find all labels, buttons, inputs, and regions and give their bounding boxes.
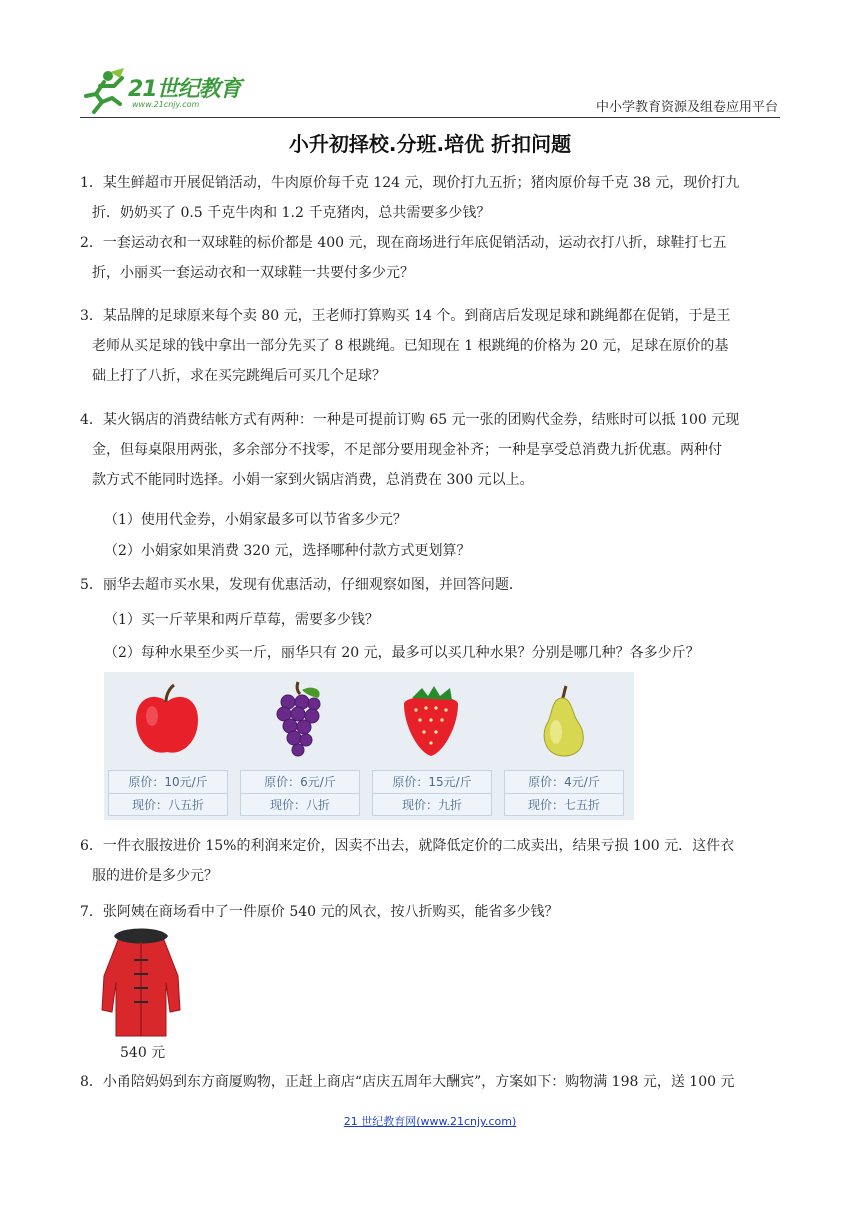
runner-logo-icon: [80, 68, 126, 114]
discount-rate: 现价：八折: [269, 798, 330, 812]
question-text: 一件衣服按进价 15%的利润来定价，因卖不出去，就降低定价的二成卖出，结果亏损 100 元．这件衣: [102, 838, 735, 854]
original-price: 原价：15元/斤: [373, 771, 491, 794]
question-number: 4．: [80, 412, 103, 428]
question-text: 老师从买足球的钱中拿出一部分先买了 8 根跳绳。已知现在 1 根跳绳的价格为 20 元，足球在原价的基: [92, 338, 729, 354]
question-text: 张阿姨在商场看中了一件原价 540 元的风衣，按八折购买，能省多少钱？: [102, 904, 559, 920]
question-number: 2．: [80, 235, 103, 251]
question-text: 折，小丽买一套运动衣和一双球鞋一共要付多少元？: [92, 265, 414, 281]
question-text: 一套运动衣和一双球鞋的标价都是 400 元，现在商场进行年底促销活动，运动衣打八折，球鞋打七五: [102, 235, 727, 251]
question-text: 某品牌的足球原来每个卖 80 元，王老师打算购买 14 个。到商店后发现足球和跳绳都在促销，于是王: [102, 308, 731, 324]
question-text: 折．奶奶买了 0.5 千克牛肉和 1.2 千克猪肉，总共需要多少钱？: [92, 205, 491, 221]
page-footer: [0, 1113, 860, 1129]
question-8: [80, 1067, 782, 1097]
question-number: 6．: [80, 838, 103, 854]
question-number: 8．: [80, 1074, 103, 1090]
question-2: [80, 228, 782, 288]
fruit-card-apple: [106, 678, 228, 816]
question-3: [80, 301, 782, 391]
question-4-part-2: （2）小娟家如果消费 320 元，选择哪种付款方式更划算？: [104, 543, 471, 559]
question-text: 础上打了八折，求在买完跳绳后可买几个足球？: [92, 368, 386, 384]
discount-rate: 现价：七五折: [527, 798, 600, 812]
fruit-card-grapes: [238, 678, 360, 816]
discount-rate: 现价：九折: [401, 798, 462, 812]
question-text: 某火锅店的消费结帐方式有两种：一种是可提前订购 65 元一张的团购代金券，结账时可以抵 100 元现: [102, 412, 740, 428]
coat-price-label: 540 元: [120, 1045, 166, 1061]
apple-icon: [126, 680, 208, 760]
question-text: 服的进价是多少元？: [92, 868, 218, 884]
question-text: 款方式不能同时选择。小娟一家到火锅店消费，总消费在 300 元以上。: [92, 472, 534, 488]
header-divider: [80, 117, 780, 118]
question-7: [80, 897, 782, 927]
question-number: 5．: [80, 577, 103, 593]
coat-illustration: [98, 926, 184, 1064]
fruit-card-strawberry: [370, 678, 492, 816]
original-price: 原价：6元/斤: [241, 771, 359, 794]
pear-icon: [522, 680, 604, 760]
strawberry-icon: [390, 680, 472, 760]
original-price: 原价：10元/斤: [109, 771, 227, 794]
original-price: 原价：4元/斤: [505, 771, 623, 794]
price-tag: [504, 770, 624, 816]
question-text: 某生鲜超市开展促销活动，牛肉原价每千克 124 元，现价打九五折；猪肉原价每千克 38 元，现价打九: [102, 175, 740, 191]
question-number: 3．: [80, 308, 103, 324]
page-header: [80, 66, 780, 118]
price-tag: [240, 770, 360, 816]
logo-text: 21世纪教育: [128, 77, 241, 102]
question-5-part-1: （1）买一斤苹果和两斤草莓，需要多少钱？: [104, 612, 379, 628]
question-number: 7．: [80, 904, 103, 920]
question-5-part-2: （2）每种水果至少买一斤，丽华只有 20 元，最多可以买几种水果？分别是哪几种？各多少斤？: [104, 645, 700, 661]
question-5: [80, 570, 782, 600]
grapes-icon: [258, 680, 340, 760]
question-text: 丽华去超市买水果，发现有优惠活动，仔细观察如图，并回答问题．: [102, 577, 523, 593]
discount-rate: 现价：八五折: [131, 798, 204, 812]
question-4: [80, 405, 782, 495]
question-4-part-1: （1）使用代金券，小娟家最多可以节省多少元？: [104, 512, 407, 528]
price-tag: [108, 770, 228, 816]
fruit-card-pear: [502, 678, 624, 816]
red-coat-icon: [98, 926, 184, 1040]
footer-site-link[interactable]: 21 世纪教育网(www.21cnjy.com): [343, 1115, 517, 1128]
question-text: 小甬陪妈妈到东方商厦购物，正赶上商店“店庆五周年大酬宾”，方案如下：购物满 198 元，送 100 元: [102, 1074, 735, 1090]
fruit-price-panel: [104, 672, 634, 820]
question-number: 1．: [80, 175, 103, 191]
platform-name: 中小学教育资源及组卷应用平台: [595, 100, 778, 115]
logo-url: www.21cnjy.com: [132, 100, 200, 109]
question-text: 金，但每桌限用两张，多余部分不找零，不足部分要用现金补齐；一种是享受总消费九折优惠。两种付: [92, 442, 722, 458]
question-6: [80, 831, 782, 891]
page-title: 小升初择校.分班.培优 折扣问题: [288, 132, 572, 156]
site-logo[interactable]: [80, 66, 250, 118]
question-1: [80, 168, 782, 228]
price-tag: [372, 770, 492, 816]
